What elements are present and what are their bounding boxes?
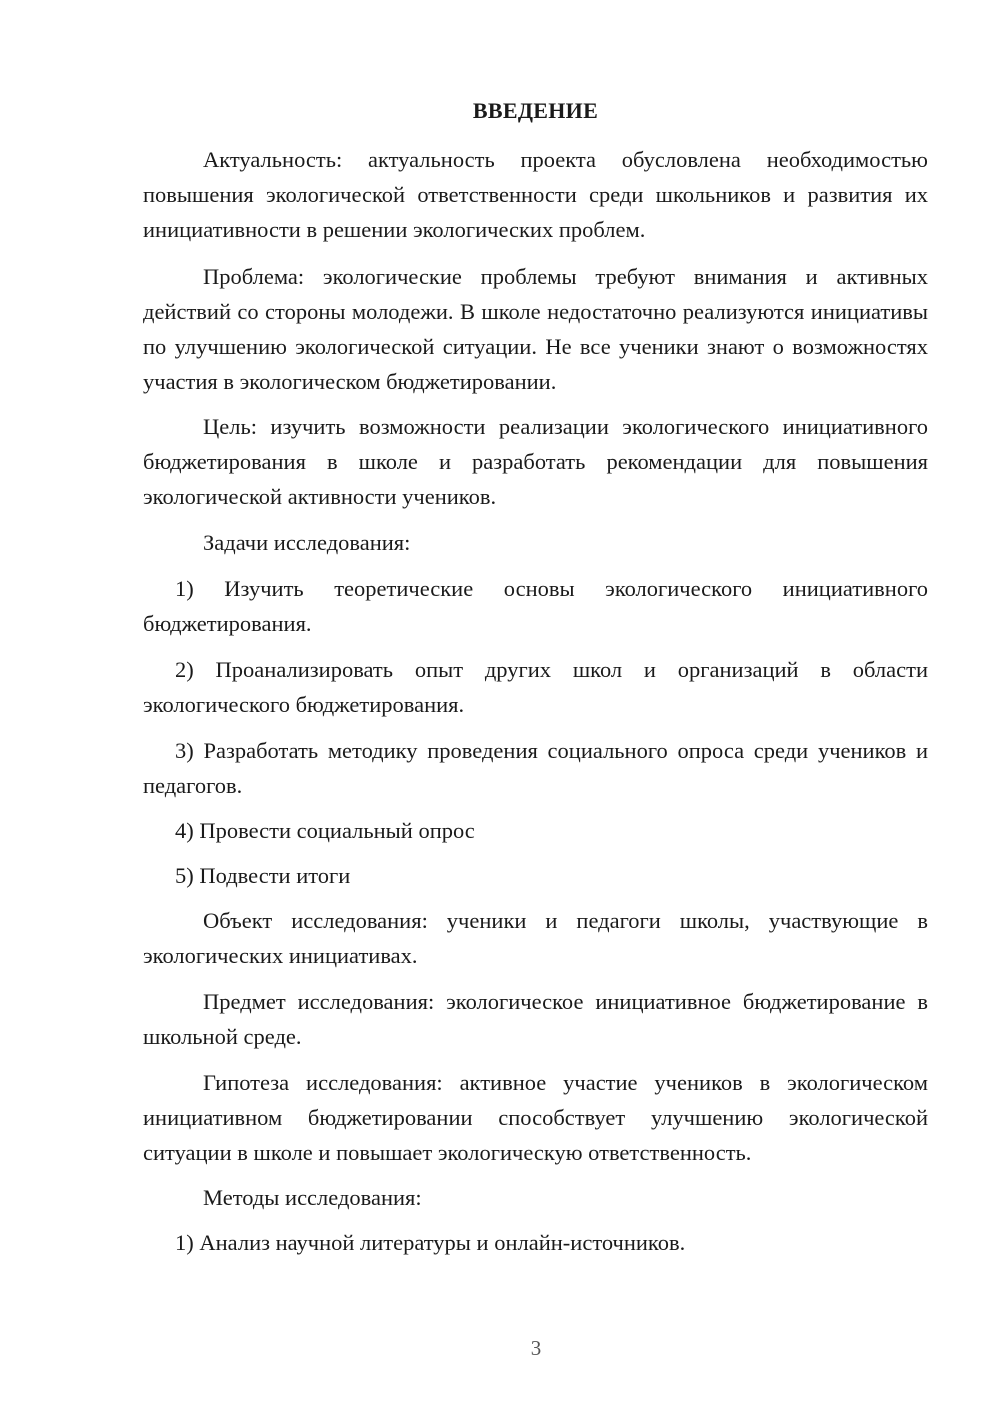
list-item: 4) Провести социальный опрос bbox=[175, 818, 475, 843]
list-item: 2) Проанализировать опыт других школ и организаций в области экологического бюджетирования. bbox=[143, 657, 928, 717]
paragraph-tasks-heading: Задачи исследования: bbox=[203, 530, 411, 555]
list-item: 1) Анализ научной литературы и онлайн-источников. bbox=[175, 1230, 686, 1255]
paragraph-goal: Цель: изучить возможности реализации экологического инициативного бюджетирования в школе и разработать рекомендации для повышения экологической активности учеников. bbox=[143, 414, 928, 509]
paragraph-hypothesis: Гипотеза исследования: активное участие учеников в экологическом инициативном бюджетировании способствует улучшению экологической ситуации в школе и повышает экологическую ответственность. bbox=[143, 1070, 928, 1165]
page-title: ВВЕДЕНИЕ bbox=[472, 98, 599, 123]
list-item: 1) Изучить теоретические основы экологического инициативного бюджетирования. bbox=[143, 576, 928, 636]
paragraph-subject: Предмет исследования: экологическое инициативное бюджетирование в школьной среде. bbox=[143, 989, 928, 1049]
paragraph-object: Объект исследования: ученики и педагоги школы, участвующие в экологических инициативах. bbox=[143, 908, 928, 968]
list-item: 3) Разработать методику проведения социального опроса среди учеников и педагогов. bbox=[143, 738, 928, 798]
paragraph-methods-heading: Методы исследования: bbox=[203, 1185, 422, 1210]
page-number: 3 bbox=[530, 1336, 542, 1360]
paragraph-problem: Проблема: экологические проблемы требуют внимания и активных действий со стороны молодежи. В школе недостаточно реализуются инициативы по улучшению экологической ситуации. Не все ученики знают о возможностях участия в экологическом бюджетировании. bbox=[143, 264, 928, 394]
list-item: 5) Подвести итоги bbox=[175, 863, 351, 888]
paragraph-relevance: Актуальность: актуальность проекта обусловлена необходимостью повышения экологической ответственности среди школьников и развития их инициативности в решении экологических проблем. bbox=[143, 147, 928, 242]
body-text bbox=[143, 142, 928, 1260]
